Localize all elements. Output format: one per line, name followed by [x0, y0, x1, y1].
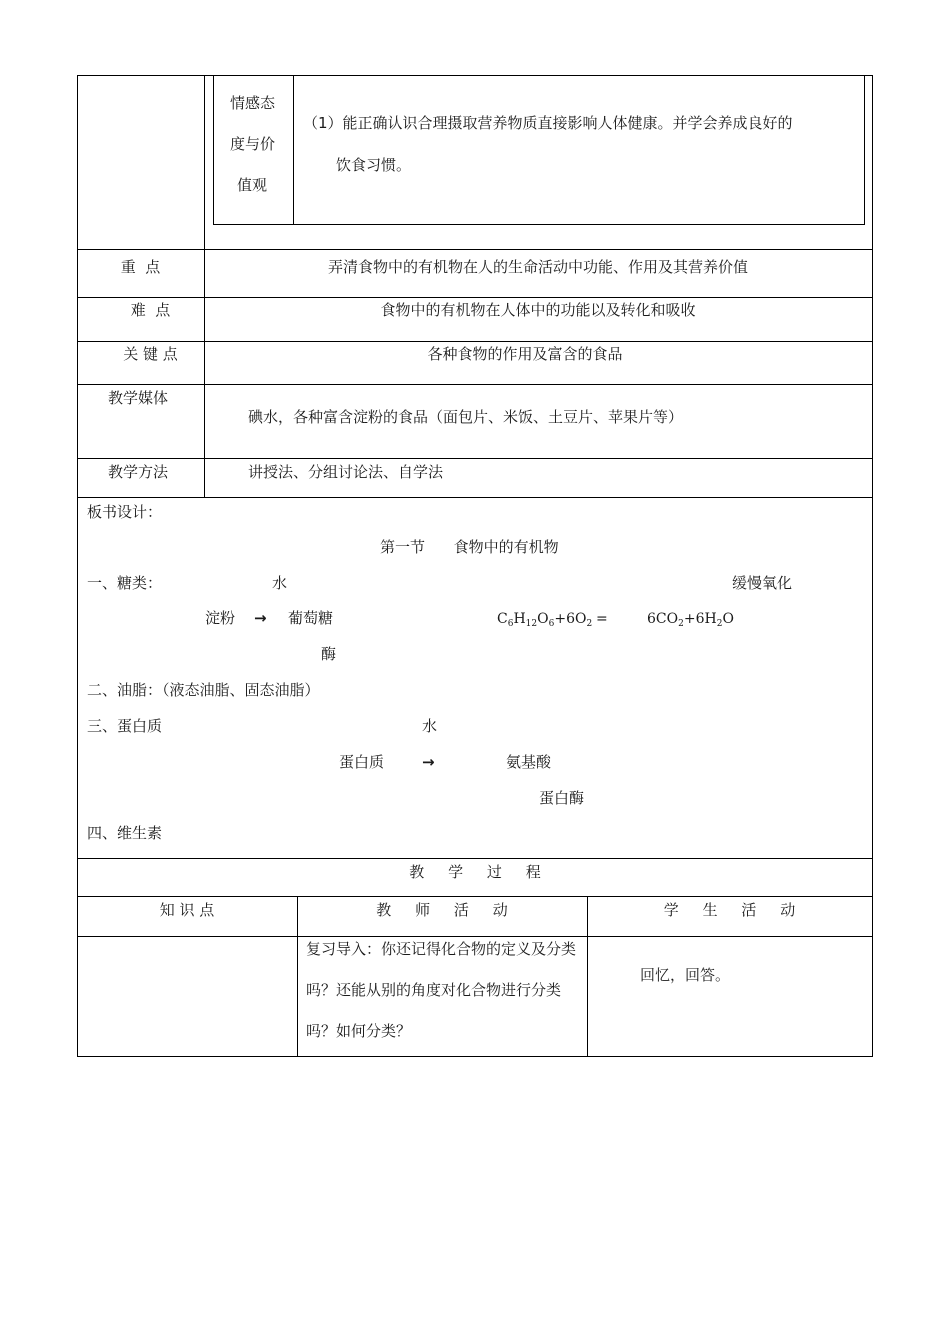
- protein-protein: 蛋白质: [339, 753, 385, 771]
- objectives-text-line1: （1）能正确认识合理摄取营养物质直接影响人体健康。并学会养成良好的: [303, 114, 793, 132]
- row-value-difficulty: 食物中的有机物在人体中的功能以及转化和吸收: [380, 301, 696, 319]
- row-label-key-point: 重 点: [120, 258, 161, 276]
- sugar-starch: 淀粉: [205, 609, 236, 627]
- sugar-water: 水: [272, 574, 288, 592]
- board-title: 第一节 食物中的有机物: [380, 538, 559, 556]
- row-label-method: 教学方法: [108, 463, 169, 481]
- equation-products: $6CO_2+6H_2O$: [647, 611, 734, 629]
- sugar-label: 一、糖类：: [87, 574, 163, 592]
- protein-amino-acid: 氨基酸: [506, 753, 552, 771]
- equation-equals-sign: =: [596, 611, 608, 627]
- sugar-arrow: →: [254, 609, 267, 627]
- header-knowledge: 知 识 点: [159, 901, 215, 919]
- row-label-difficulty: 难 点: [130, 301, 171, 319]
- protein-arrow: →: [422, 753, 435, 771]
- row-value-key-point: 弄清食物中的有机物在人的生命活动中功能、作用及其营养价值: [327, 258, 748, 276]
- sugar-enzyme: 酶: [321, 645, 337, 663]
- row-value-method: 讲授法、分组讨论法、自学法: [248, 463, 444, 481]
- sugar-slow-oxidation: 缓慢氧化: [732, 574, 793, 592]
- protein-enzyme: 蛋白酶: [539, 789, 585, 807]
- objectives-text-line2: 饮食习惯。: [336, 156, 412, 174]
- row-value-media: 碘水，各种富含淀粉的食品（面包片、米饭、土豆片、苹果片等）: [248, 408, 684, 426]
- header-student: 学 生 活 动: [663, 901, 796, 919]
- board-heading: 板书设计：: [87, 503, 163, 521]
- fat-line: 二、油脂：（液态油脂、固态油脂）: [87, 681, 320, 699]
- cell-student-activity: 回忆，回答。: [640, 966, 731, 984]
- vitamin-line: 四、维生素: [87, 824, 163, 842]
- sugar-glucose: 葡萄糖: [288, 609, 334, 627]
- process-title: 教 学 过 程: [409, 863, 541, 881]
- protein-water: 水: [422, 717, 438, 735]
- row-label-media: 教学媒体: [108, 389, 169, 407]
- protein-label: 三、蛋白质: [87, 717, 163, 735]
- header-teacher: 教 师 活 动: [376, 901, 508, 919]
- glucose-oxidation-equation: $C_6H_{12}O_6+6O_2$: [497, 611, 593, 629]
- row-label-crux: 关 键 点: [123, 345, 178, 363]
- cell-teacher-activity: 复习导入：你还记得化合物的定义及分类吗？还能从别的角度对化合物进行分类吗？如何分类？: [306, 940, 577, 1040]
- row-value-crux: 各种食物的作用及富含的食品: [427, 345, 623, 363]
